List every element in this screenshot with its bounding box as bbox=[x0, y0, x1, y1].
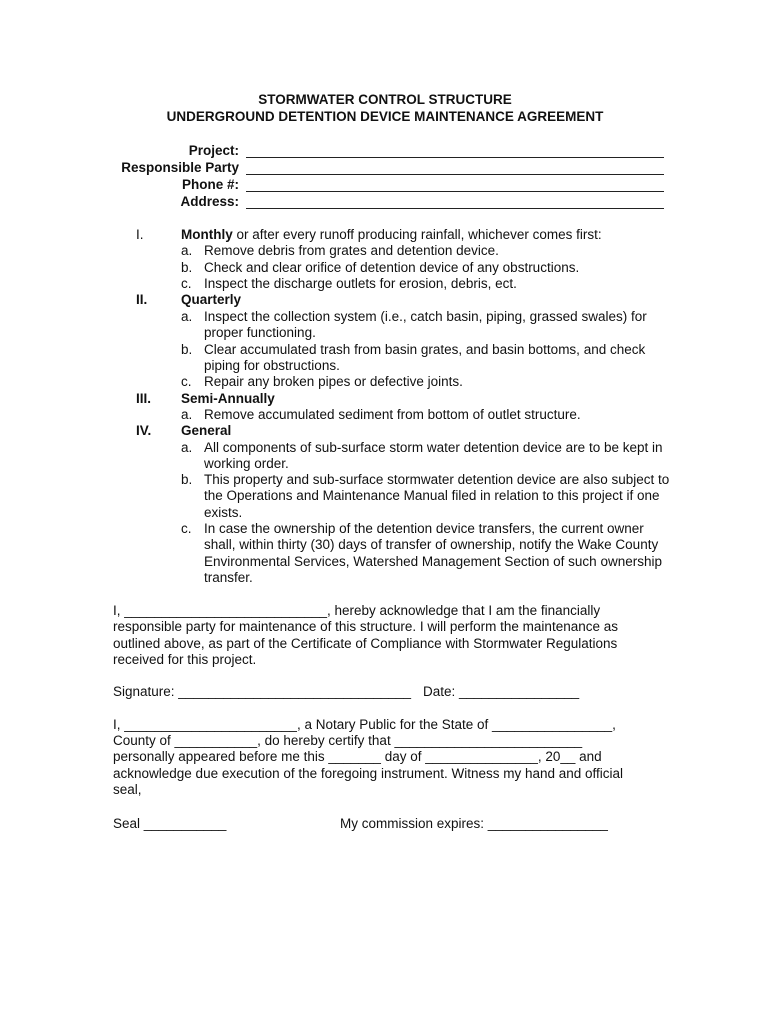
notary-line-3: personally appeared before me this _______ day of _______________, 20__ and bbox=[113, 749, 602, 764]
project-line[interactable] bbox=[246, 157, 664, 158]
item-text: Inspect the collection system (i.e., catch basin, piping, grassed swales) for proper functioning. bbox=[204, 309, 647, 341]
section-numeral: IV. bbox=[136, 423, 152, 438]
responsible-party-field[interactable] bbox=[0, 160, 770, 177]
section-numeral: II. bbox=[136, 292, 148, 307]
responsible-party-line[interactable] bbox=[246, 174, 664, 175]
signature-line[interactable]: Signature: _______________________________ bbox=[113, 684, 412, 699]
section-numeral: I. bbox=[136, 227, 144, 242]
section-heading: Quarterly bbox=[181, 292, 242, 307]
item-text: Remove accumulated sediment from bottom of outlet structure. bbox=[204, 407, 581, 422]
item-text: Repair any broken pipes or defective joints. bbox=[204, 374, 463, 389]
item-text: In case the ownership of the detention device transfers, the current owner shall, within thirty (30) days of transfer of ownership, notify the Wake County Environmental Services, Watershed Management Section of such ownership transfer. bbox=[204, 521, 662, 586]
item-letter: a. bbox=[181, 243, 193, 258]
item-letter: c. bbox=[181, 276, 192, 291]
responsible-party-label: Responsible Party bbox=[121, 160, 239, 175]
item-letter: b. bbox=[181, 260, 193, 275]
item-letter: c. bbox=[181, 374, 192, 389]
project-label: Project: bbox=[188, 143, 239, 158]
item-text: All components of sub-surface storm water detention device are to be kept in working order. bbox=[204, 440, 663, 472]
section-numeral: III. bbox=[136, 391, 152, 406]
item-letter: a. bbox=[181, 440, 193, 455]
section-heading-line bbox=[181, 227, 602, 243]
item-letter: b. bbox=[181, 472, 193, 487]
commission-expires-line[interactable]: My commission expires: ________________ bbox=[340, 816, 608, 831]
address-field[interactable] bbox=[0, 194, 770, 211]
section-heading: Semi-Annually bbox=[181, 391, 275, 406]
seal-line[interactable]: Seal ___________ bbox=[113, 816, 227, 831]
phone-field[interactable] bbox=[0, 177, 770, 194]
date-line[interactable]: Date: ________________ bbox=[423, 684, 580, 699]
address-label: Address: bbox=[180, 194, 239, 209]
item-text: Clear accumulated trash from basin grates, and basin bottoms, and check piping for obstructions. bbox=[204, 342, 646, 374]
item-text: Inspect the discharge outlets for erosion, debris, ect. bbox=[204, 276, 517, 291]
notary-line-2: County of ___________, do hereby certify that _________________________ bbox=[113, 733, 583, 748]
item-text: Check and clear orifice of detention device of any obstructions. bbox=[204, 260, 580, 275]
project-field[interactable] bbox=[0, 143, 770, 160]
document-title-line-2: UNDERGROUND DETENTION DEVICE MAINTENANCE AGREEMENT bbox=[166, 109, 604, 124]
acknowledgement-paragraph: I, ___________________________, hereby acknowledge that I am the financially responsible party for maintenance of this structure. I will perform the maintenance as outlined above, as part of the Certificate of Compliance with Stormwater Regulations received for this project. bbox=[113, 603, 618, 668]
notary-line-5: seal, bbox=[113, 782, 142, 797]
phone-line[interactable] bbox=[246, 191, 664, 192]
item-text: This property and sub-surface stormwater detention device are also subject to the Operations and Maintenance Manual filed in relation to this project if one exists. bbox=[204, 472, 670, 520]
item-letter: b. bbox=[181, 342, 193, 357]
item-letter: a. bbox=[181, 407, 193, 422]
section-heading-rest: or after every runoff producing rainfall, whichever comes first: bbox=[232, 227, 602, 242]
phone-label: Phone #: bbox=[181, 177, 239, 192]
item-text: Remove debris from grates and detention device. bbox=[204, 243, 499, 258]
document-title-line-1: STORMWATER CONTROL STRUCTURE bbox=[258, 92, 512, 107]
section-heading: General bbox=[181, 423, 232, 438]
notary-line-4: acknowledge due execution of the foregoing instrument. Witness my hand and official bbox=[113, 766, 624, 781]
item-letter: c. bbox=[181, 521, 192, 536]
address-line[interactable] bbox=[246, 208, 664, 209]
section-heading: Monthly bbox=[181, 227, 233, 242]
notary-line-1: I, _______________________, a Notary Public for the State of ________________, bbox=[113, 717, 616, 732]
item-letter: a. bbox=[181, 309, 193, 324]
